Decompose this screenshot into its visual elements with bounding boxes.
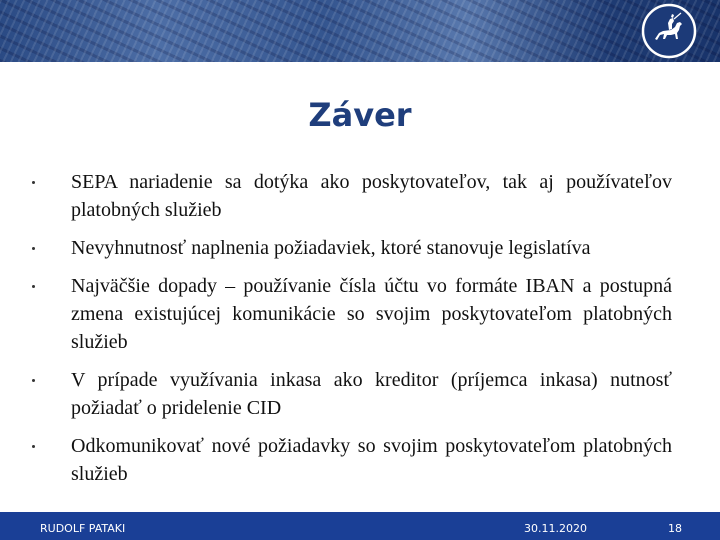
- bullet-item: Najväčšie dopady – používanie čísla účtu vo formáte IBAN a postupná zmena existujúcej komunikácie so svojim poskytovateľom platobných služieb: [30, 272, 672, 356]
- bullet-item: V prípade využívania inkasa ako kreditor (príjemca inkasa) nutnosť požiadať o pridelenie CID: [30, 366, 672, 422]
- footer-bar: [0, 512, 720, 540]
- horseman-logo-icon: [641, 3, 697, 59]
- header-banner: [0, 0, 720, 62]
- bullet-dot: [32, 247, 35, 250]
- footer-page-number: 18: [668, 522, 682, 535]
- footer-author: RUDOLF PATAKI: [40, 522, 126, 535]
- bullet-dot: [32, 379, 35, 382]
- slide-title: Záver: [308, 96, 412, 134]
- footer-date: 30.11.2020: [524, 522, 587, 535]
- bullet-list: [30, 168, 672, 498]
- bullet-item: Odkomunikovať nové požiadavky so svojim poskytovateľom platobných služieb: [30, 432, 672, 488]
- bullet-dot: [32, 445, 35, 448]
- bullet-item: SEPA nariadenie sa dotýka ako poskytovateľov, tak aj používateľov platobných služieb: [30, 168, 672, 224]
- bullet-dot: [32, 285, 35, 288]
- bullet-item: Nevyhnutnosť naplnenia požiadaviek, ktoré stanovuje legislatíva: [30, 234, 672, 262]
- bullet-dot: [32, 181, 35, 184]
